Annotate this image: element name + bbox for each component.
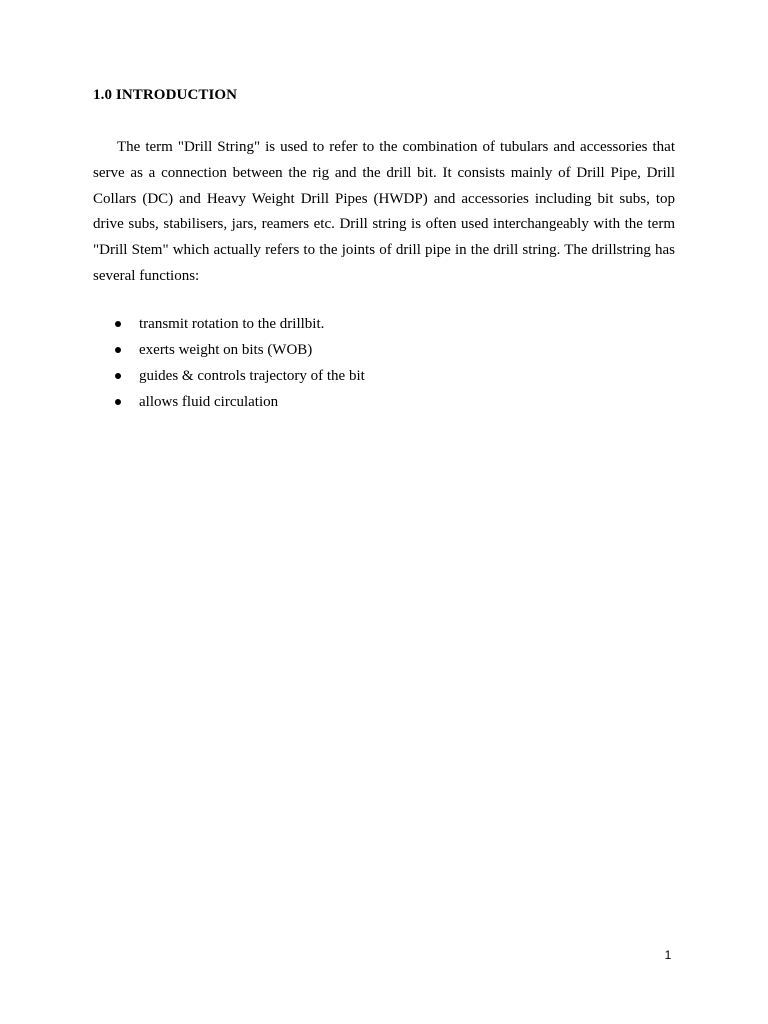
functions-list bbox=[93, 313, 675, 417]
list-item-text: allows fluid circulation bbox=[139, 394, 279, 410]
page-number: 1 bbox=[664, 948, 672, 962]
list-item bbox=[93, 391, 675, 417]
section-heading: 1.0 INTRODUCTION bbox=[93, 87, 238, 103]
bullet-icon bbox=[115, 321, 121, 327]
list-item-text: guides & controls trajectory of the bit bbox=[139, 368, 365, 384]
list-item bbox=[93, 365, 675, 391]
list-item-text: transmit rotation to the drillbit. bbox=[139, 316, 325, 332]
bullet-icon bbox=[115, 373, 121, 379]
bullet-icon bbox=[115, 347, 121, 353]
list-item bbox=[93, 313, 675, 339]
intro-paragraph: The term "Drill String" is used to refer to the combination of tubulars and accessories that serve as a connection between the rig and the drill bit. It consists mainly of Drill Pipe, Drill Collars (DC) and Heavy Weight Drill Pipes (HWDP) and accessories including bit subs, top drive subs, stabilisers, jars, reamers etc. Drill string is often used interchangeably with the term "Drill Stem" which actually refers to the joints of drill pipe in the drill string. The drillstring has several functions: bbox=[93, 139, 675, 284]
bullet-icon bbox=[115, 399, 121, 405]
list-item bbox=[93, 339, 675, 365]
list-item-text: exerts weight on bits (WOB) bbox=[139, 342, 313, 358]
